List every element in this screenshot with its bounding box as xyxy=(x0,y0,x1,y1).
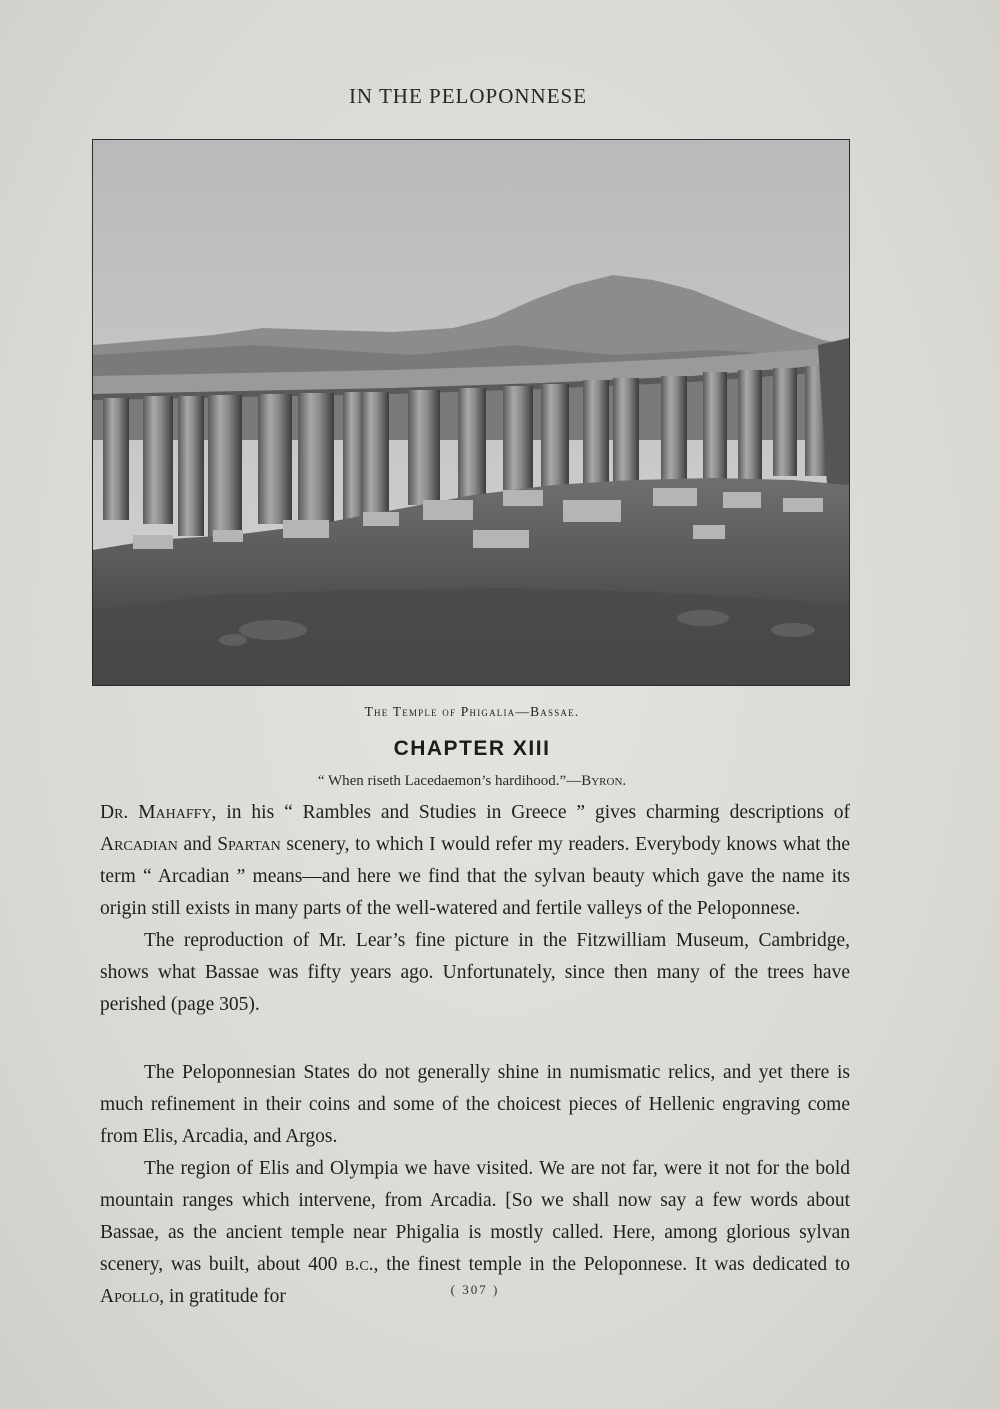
epigraph-author: Byron. xyxy=(581,773,627,789)
temple-photograph xyxy=(92,139,850,686)
page-number: ( 307 ) xyxy=(450,1282,500,1297)
paragraph-2: The reproduction of Mr. Lear’s fine picture in the Fitzwilliam Museum, Cambridge, shows what Bassae was fifty years ago. Unfortunately, since then many of the trees have perished (page 305). xyxy=(100,930,850,1015)
running-head: IN THE PELOPONNESE xyxy=(348,84,588,108)
term-arcadian: Arcadian xyxy=(100,834,178,855)
epigraph xyxy=(0,773,944,790)
epigraph-quote: “ When riseth Lacedaemon’s hardihood.”— xyxy=(317,773,582,789)
plate-caption xyxy=(0,704,944,720)
body-block-2 xyxy=(100,1057,850,1313)
paragraph-1-text-b: and xyxy=(177,834,218,855)
term-spartan: Spartan xyxy=(217,834,281,855)
paragraph-4-text-b: the finest temple in the Peloponnese. It was dedicated to xyxy=(378,1254,850,1275)
caption-text: The Temple of Phigalia—Bassae. xyxy=(364,704,580,719)
paragraph-1-text-c: scenery, to which I would refer my readers. Everybody knows what the term “ Arcadian ” means—and here we find that the sylvan beauty which gave the name its origin still exists in many parts of the well-watered and fertile valleys of the Peloponnese. xyxy=(100,834,851,919)
paragraph-1-text-a: in his “ Rambles and Studies in Greece ” gives charming descriptions of xyxy=(216,802,850,823)
paragraph-1 xyxy=(100,797,850,925)
deity-name: Apollo, xyxy=(100,1286,165,1307)
paragraph-4-text-a: The region of Elis and Olympia we have visited. We are not far, were it not for the bold mountain ranges which intervene, from Arcadia. [So we shall now say a few words about Bassae, as the ancient temple near Phigalia is mostly called. Here, among glorious sylvan scenery, was built, about 400 xyxy=(100,1158,850,1275)
paragraph-3: The Peloponnesian States do not generally shine in numismatic relics, and yet there is much refinement in their coins and some of the choicest pieces of Hellenic engraving come from Elis, Arcadia, and Argos. xyxy=(100,1062,850,1147)
chapter-title: CHAPTER XIII xyxy=(393,737,551,760)
era-abbrev: b.c., xyxy=(345,1254,379,1275)
person-name: Dr. Mahaffy, xyxy=(100,802,217,823)
body-block-1 xyxy=(100,797,850,1021)
paragraph-4-text-c: in gratitude for xyxy=(164,1286,286,1307)
